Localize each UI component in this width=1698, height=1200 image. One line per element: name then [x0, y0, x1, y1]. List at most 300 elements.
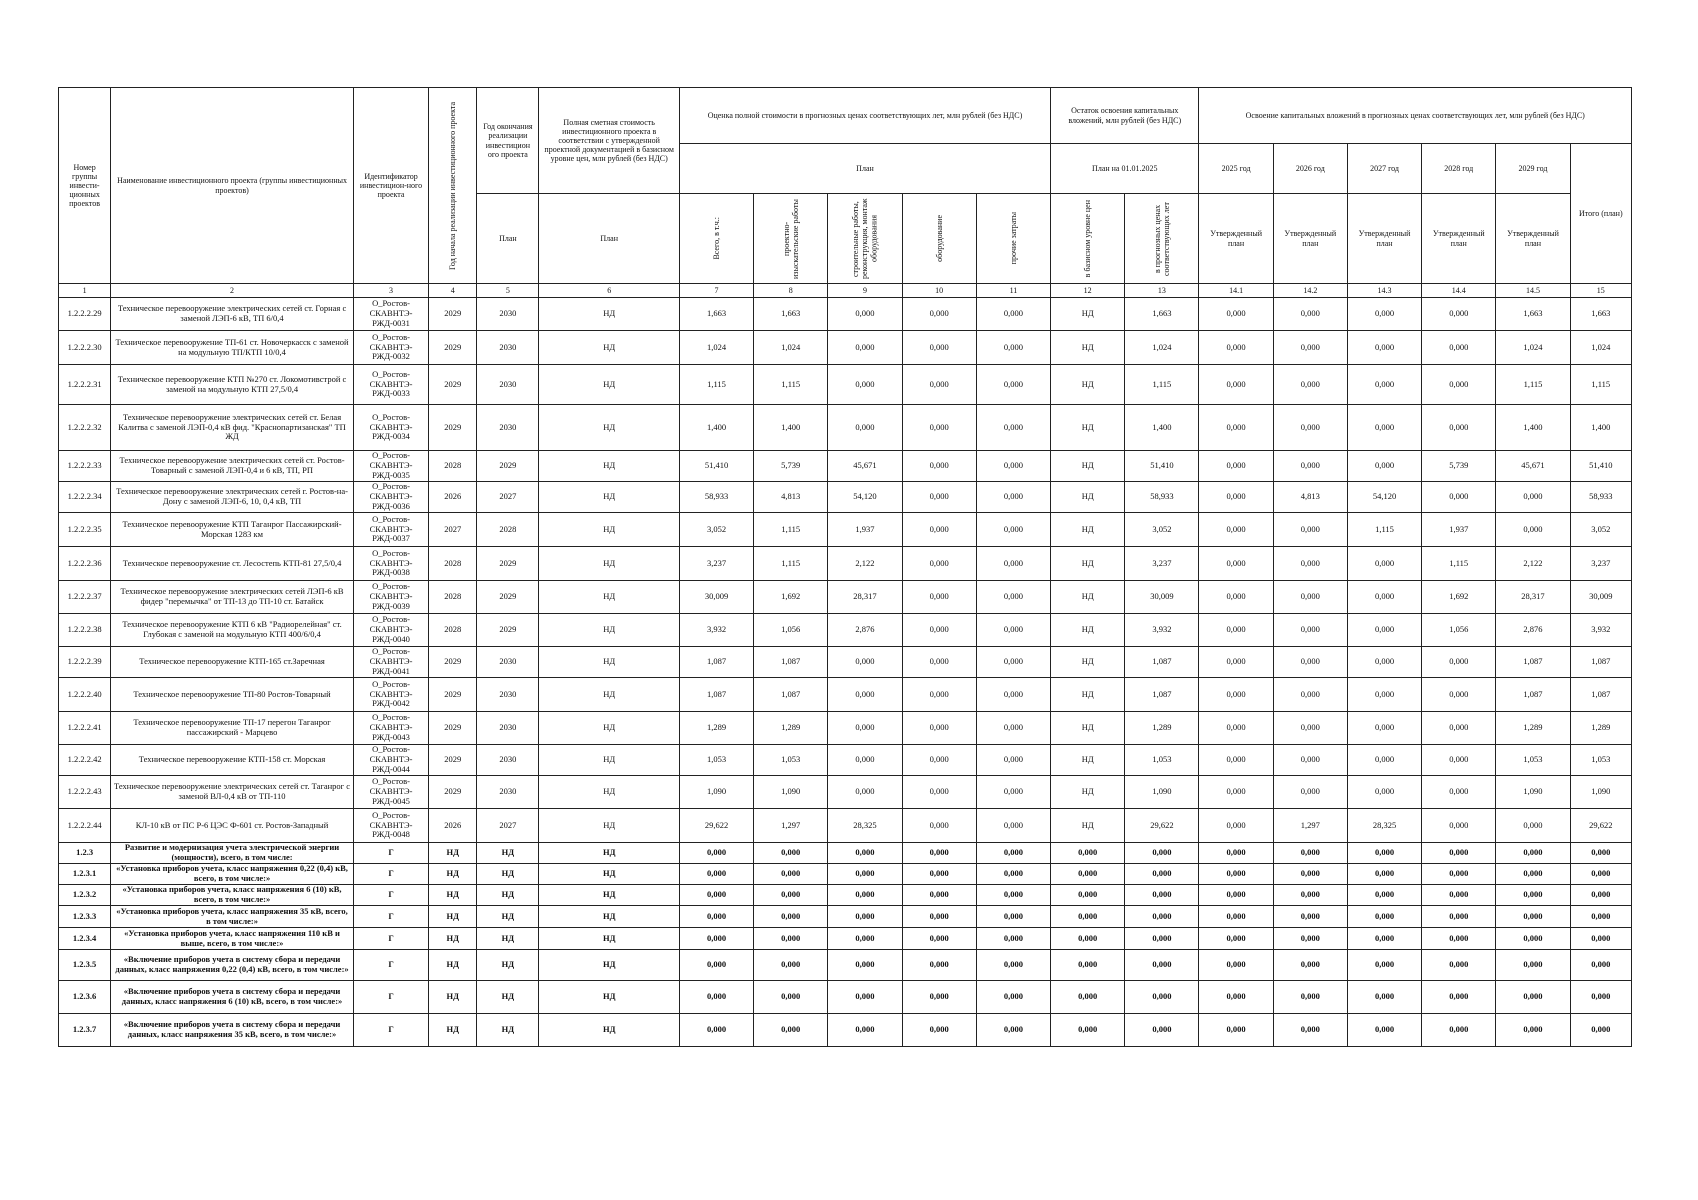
table-cell: 0,000 — [1496, 885, 1570, 906]
table-cell: 0,000 — [1273, 843, 1347, 864]
table-cell: 0,000 — [1422, 906, 1496, 928]
table-cell: 2028 — [429, 547, 477, 581]
table-cell: НД — [1051, 809, 1125, 843]
table-cell: 0,000 — [828, 885, 902, 906]
group-row — [59, 864, 1632, 885]
project-id: O_Ростов-СКАВНТЭ-РЖД-0037 — [353, 513, 428, 547]
table-cell: 0,000 — [828, 331, 902, 365]
table-cell: 3,932 — [1125, 614, 1199, 647]
table-cell: 0,000 — [1125, 981, 1199, 1014]
table-cell: НД — [477, 843, 539, 864]
table-cell: 2029 — [477, 451, 539, 482]
table-cell: НД — [429, 864, 477, 885]
group-row — [59, 928, 1632, 950]
column-number: 14.2 — [1273, 284, 1347, 298]
table-cell: 0,000 — [1125, 885, 1199, 906]
row-number: 1.2.2.2.37 — [59, 581, 111, 614]
table-cell: 2029 — [429, 365, 477, 405]
table-cell: 0,000 — [1125, 928, 1199, 950]
table-cell: 0,000 — [1347, 745, 1421, 776]
row-number: 1.2.2.2.38 — [59, 614, 111, 647]
table-cell: 0,000 — [1422, 776, 1496, 809]
project-name: Техническое перевооружение электрических сетей ст. Горная с заменой ЛЭП-6 кВ, ТП 6/0,4 — [111, 298, 354, 331]
table-cell: НД — [477, 981, 539, 1014]
header-design-works-text: проектно-изыскательские работы — [781, 198, 800, 279]
table-cell: НД — [539, 513, 679, 547]
header-project-id: Идентификатор инвестицион-ного проекта — [353, 88, 428, 284]
table-cell: 0,000 — [1422, 809, 1496, 843]
project-id: O_Ростов-СКАВНТЭ-РЖД-0038 — [353, 547, 428, 581]
table-cell: 0,000 — [1051, 843, 1125, 864]
table-cell: 0,000 — [1347, 906, 1421, 928]
table-cell: 0,000 — [902, 885, 976, 906]
table-cell: 29,622 — [679, 809, 753, 843]
group-number: 1.2.3.6 — [59, 981, 111, 1014]
table-cell: 2029 — [477, 614, 539, 647]
table-cell: 2029 — [429, 776, 477, 809]
table-cell: 2029 — [429, 712, 477, 745]
table-cell: 45,671 — [1496, 451, 1570, 482]
table-cell: 0,000 — [976, 581, 1050, 614]
header-total-incl-text: Всего, в т.ч.: — [711, 217, 721, 260]
table-cell: 2026 — [429, 809, 477, 843]
table-cell: 0,000 — [902, 981, 976, 1014]
table-cell: 0,000 — [1347, 405, 1421, 451]
table-cell: 0,000 — [1273, 298, 1347, 331]
table-cell: 0,000 — [1199, 712, 1273, 745]
project-id: O_Ростов-СКАВНТЭ-РЖД-0033 — [353, 365, 428, 405]
table-cell: 1,115 — [1422, 547, 1496, 581]
table-cell: 2030 — [477, 712, 539, 745]
table-row — [59, 614, 1632, 647]
table-cell: 0,000 — [1199, 864, 1273, 885]
project-id: O_Ростов-СКАВНТЭ-РЖД-0031 — [353, 298, 428, 331]
project-id: O_Ростов-СКАВНТЭ-РЖД-0048 — [353, 809, 428, 843]
table-cell: 0,000 — [902, 647, 976, 678]
table-cell: 2027 — [477, 809, 539, 843]
header-approved-2029: Утвержденный план — [1496, 194, 1570, 284]
group-number: 1.2.3.4 — [59, 928, 111, 950]
project-name: Техническое перевооружение электрических сетей ЛЭП-6 кВ фидер "перемычка" от ТП-13 до ТП-10 ст. Батайск — [111, 581, 354, 614]
table-row — [59, 712, 1632, 745]
column-number: 10 — [902, 284, 976, 298]
table-cell: Г — [353, 843, 428, 864]
row-number: 1.2.2.2.40 — [59, 678, 111, 712]
group-number: 1.2.3 — [59, 843, 111, 864]
table-cell: 0,000 — [1273, 885, 1347, 906]
table-cell: НД — [539, 482, 679, 513]
group-row — [59, 906, 1632, 928]
header-other-costs-text: прочие затраты — [1008, 212, 1018, 265]
row-number: 1.2.2.2.36 — [59, 547, 111, 581]
group-name: «Установка приборов учета, класс напряжения 35 кВ, всего, в том числе:» — [111, 906, 354, 928]
table-cell: 2,122 — [828, 547, 902, 581]
column-number: 6 — [539, 284, 679, 298]
table-cell: 5,739 — [1422, 451, 1496, 482]
project-name: Техническое перевооружение электрических сетей ст. Таганрог с заменой ВЛ-0,4 кВ от ТП-110 — [111, 776, 354, 809]
group-row — [59, 950, 1632, 981]
header-other-costs — [976, 194, 1050, 284]
table-cell: 0,000 — [1199, 482, 1273, 513]
table-cell: 1,289 — [679, 712, 753, 745]
table-cell: 0,000 — [1125, 1014, 1199, 1047]
table-cell: 2030 — [477, 745, 539, 776]
table-cell: 1,056 — [754, 614, 828, 647]
header-equipment — [902, 194, 976, 284]
table-cell: 0,000 — [902, 405, 976, 451]
table-cell: 2,876 — [828, 614, 902, 647]
column-number: 3 — [353, 284, 428, 298]
table-cell: НД — [477, 885, 539, 906]
table-cell: 0,000 — [1347, 885, 1421, 906]
header-construction — [828, 194, 902, 284]
header-design-works — [754, 194, 828, 284]
table-cell: 0,000 — [1422, 843, 1496, 864]
table-cell: 0,000 — [1422, 712, 1496, 745]
row-number: 1.2.2.2.39 — [59, 647, 111, 678]
table-cell: 0,000 — [828, 745, 902, 776]
table-cell: 0,000 — [1273, 678, 1347, 712]
table-cell: 0,000 — [1496, 482, 1570, 513]
column-number: 1 — [59, 284, 111, 298]
table-cell: 2030 — [477, 331, 539, 365]
column-number: 9 — [828, 284, 902, 298]
table-cell: НД — [539, 451, 679, 482]
table-cell: 0,000 — [1051, 950, 1125, 981]
table-cell: НД — [539, 928, 679, 950]
table-cell: 0,000 — [1273, 864, 1347, 885]
table-cell: 0,000 — [902, 513, 976, 547]
table-cell: 1,115 — [1570, 365, 1631, 405]
group-name: Развитие и модернизация учета электрической энергии (мощности), всего, в том числе: — [111, 843, 354, 864]
table-cell: 1,053 — [1496, 745, 1570, 776]
project-name: Техническое перевооружение электрических сетей г. Ростов-на-Дону с заменой ЛЭП-6, 10, 0,4 кВ, ТП — [111, 482, 354, 513]
table-cell: 0,000 — [1125, 950, 1199, 981]
header-approved-2027: Утвержденный план — [1347, 194, 1421, 284]
project-name: Техническое перевооружение ТП-17 перегон Таганрог пассажирский - Марцево — [111, 712, 354, 745]
table-cell: 0,000 — [1496, 928, 1570, 950]
table-cell: 1,289 — [1570, 712, 1631, 745]
project-id: O_Ростов-СКАВНТЭ-РЖД-0043 — [353, 712, 428, 745]
table-cell: 0,000 — [902, 712, 976, 745]
table-cell: 58,933 — [1125, 482, 1199, 513]
table-cell: 0,000 — [1199, 906, 1273, 928]
group-row — [59, 885, 1632, 906]
table-cell: 1,289 — [1496, 712, 1570, 745]
table-cell: 0,000 — [1422, 981, 1496, 1014]
table-cell: 0,000 — [828, 864, 902, 885]
table-row — [59, 451, 1632, 482]
table-cell: НД — [1051, 451, 1125, 482]
group-name: «Включение приборов учета в систему сбора и передачи данных, класс напряжения 0,22 (0,4) кВ, всего, в том числе:» — [111, 950, 354, 981]
table-cell: 0,000 — [679, 928, 753, 950]
table-cell: 0,000 — [1051, 864, 1125, 885]
table-cell: 0,000 — [976, 745, 1050, 776]
table-cell: 0,000 — [1273, 614, 1347, 647]
project-id: O_Ростов-СКАВНТЭ-РЖД-0040 — [353, 614, 428, 647]
table-cell: НД — [477, 928, 539, 950]
table-cell: 0,000 — [828, 906, 902, 928]
table-cell: 0,000 — [1347, 981, 1421, 1014]
header-total: Итого (план) — [1570, 144, 1631, 284]
table-cell: 0,000 — [1422, 745, 1496, 776]
table-cell: 0,000 — [1347, 614, 1421, 647]
header-year-2026: 2026 год — [1273, 144, 1347, 194]
table-cell: 0,000 — [976, 1014, 1050, 1047]
table-cell: 1,087 — [754, 678, 828, 712]
table-cell: 0,000 — [1199, 513, 1273, 547]
table-cell: 0,000 — [1422, 331, 1496, 365]
table-row — [59, 331, 1632, 365]
table-cell: 1,087 — [1570, 647, 1631, 678]
table-cell: 1,053 — [679, 745, 753, 776]
table-cell: 0,000 — [1199, 547, 1273, 581]
table-cell: 28,317 — [828, 581, 902, 614]
table-cell: НД — [1051, 581, 1125, 614]
table-cell: 0,000 — [976, 614, 1050, 647]
project-name: Техническое перевооружение КТП 6 кВ "Радиорелейная" ст. Глубокая с заменой на модульную КТП 400/6/0,4 — [111, 614, 354, 647]
table-cell: 1,024 — [1496, 331, 1570, 365]
table-cell: 0,000 — [1496, 950, 1570, 981]
table-cell: 0,000 — [1125, 864, 1199, 885]
table-cell: 0,000 — [1422, 1014, 1496, 1047]
group-number: 1.2.3.7 — [59, 1014, 111, 1047]
table-cell: НД — [539, 647, 679, 678]
table-cell: 0,000 — [754, 843, 828, 864]
table-cell: 2,876 — [1496, 614, 1570, 647]
table-cell: 45,671 — [828, 451, 902, 482]
table-cell: 0,000 — [976, 405, 1050, 451]
table-cell: 1,297 — [1273, 809, 1347, 843]
table-cell: 0,000 — [1199, 776, 1273, 809]
table-cell: 0,000 — [754, 981, 828, 1014]
table-cell: НД — [539, 712, 679, 745]
table-cell: 30,009 — [1570, 581, 1631, 614]
header-start-year-text: Год начала реализации инвестиционного проекта — [448, 101, 458, 270]
group-row — [59, 981, 1632, 1014]
table-cell: 0,000 — [902, 482, 976, 513]
table-cell: НД — [1051, 647, 1125, 678]
table-cell: 0,000 — [976, 776, 1050, 809]
table-cell: 0,000 — [1273, 331, 1347, 365]
column-number: 14.3 — [1347, 284, 1421, 298]
table-cell: НД — [477, 864, 539, 885]
table-cell: 0,000 — [1570, 928, 1631, 950]
table-cell: НД — [1051, 482, 1125, 513]
table-cell: 3,932 — [679, 614, 753, 647]
table-cell: 1,090 — [1570, 776, 1631, 809]
table-cell: 1,053 — [754, 745, 828, 776]
header-year-2027: 2027 год — [1347, 144, 1421, 194]
table-cell: 0,000 — [902, 331, 976, 365]
table-cell: 0,000 — [754, 906, 828, 928]
table-cell: 0,000 — [1273, 513, 1347, 547]
table-cell: 0,000 — [828, 365, 902, 405]
table-cell: 0,000 — [976, 678, 1050, 712]
table-cell: НД — [429, 885, 477, 906]
table-cell: 0,000 — [1347, 331, 1421, 365]
table-cell: 0,000 — [1273, 981, 1347, 1014]
table-cell: 2030 — [477, 776, 539, 809]
table-cell: Г — [353, 885, 428, 906]
header-start-year — [429, 88, 477, 284]
project-name: КЛ-10 кВ от ПС Р-6 ЦЭС Ф-601 ст. Ростов-Западный — [111, 809, 354, 843]
table-cell: 1,087 — [1496, 647, 1570, 678]
project-id: O_Ростов-СКАВНТЭ-РЖД-0036 — [353, 482, 428, 513]
table-cell: 0,000 — [976, 331, 1050, 365]
table-cell: НД — [429, 928, 477, 950]
table-cell: Г — [353, 981, 428, 1014]
table-cell: НД — [1051, 776, 1125, 809]
table-cell: Г — [353, 950, 428, 981]
table-cell: 29,622 — [1570, 809, 1631, 843]
table-cell: 0,000 — [902, 547, 976, 581]
table-cell: 0,000 — [1051, 928, 1125, 950]
table-cell: 1,692 — [754, 581, 828, 614]
table-cell: 2029 — [429, 678, 477, 712]
table-cell: 1,663 — [754, 298, 828, 331]
table-cell: 0,000 — [1199, 365, 1273, 405]
table-row — [59, 365, 1632, 405]
row-number: 1.2.2.2.31 — [59, 365, 111, 405]
group-name: «Включение приборов учета в систему сбора и передачи данных, класс напряжения 6 (10) кВ, всего, в том числе:» — [111, 981, 354, 1014]
column-number: 4 — [429, 284, 477, 298]
table-row — [59, 678, 1632, 712]
table-cell: 0,000 — [1273, 928, 1347, 950]
table-cell: 1,053 — [1125, 745, 1199, 776]
table-cell: 0,000 — [1199, 950, 1273, 981]
table-cell: 0,000 — [1347, 1014, 1421, 1047]
table-cell: 0,000 — [828, 298, 902, 331]
table-cell: 0,000 — [1570, 1014, 1631, 1047]
table-cell: 0,000 — [828, 678, 902, 712]
table-cell: 1,087 — [754, 647, 828, 678]
header-forecast-prices-text: в прогнозных ценах соответствующих лет — [1152, 201, 1171, 276]
table-cell: Г — [353, 1014, 428, 1047]
table-cell: 4,813 — [754, 482, 828, 513]
project-id: O_Ростов-СКАВНТЭ-РЖД-0042 — [353, 678, 428, 712]
table-cell: 0,000 — [1199, 678, 1273, 712]
table-cell: 2028 — [429, 451, 477, 482]
table-cell: 0,000 — [976, 950, 1050, 981]
table-cell: 0,000 — [976, 712, 1050, 745]
table-cell: НД — [539, 809, 679, 843]
table-cell: 0,000 — [828, 405, 902, 451]
table-cell: 1,115 — [1125, 365, 1199, 405]
table-cell: 0,000 — [1496, 981, 1570, 1014]
group-name: «Установка приборов учета, класс напряжения 110 кВ и выше, всего, в том числе:» — [111, 928, 354, 950]
table-cell: 5,739 — [754, 451, 828, 482]
table-cell: 28,325 — [1347, 809, 1421, 843]
group-name: «Установка приборов учета, класс напряжения 6 (10) кВ, всего, в том числе:» — [111, 885, 354, 906]
table-cell: 4,813 — [1273, 482, 1347, 513]
table-cell: 0,000 — [1199, 451, 1273, 482]
table-cell: 2029 — [429, 745, 477, 776]
table-cell: 0,000 — [754, 1014, 828, 1047]
table-cell: 1,937 — [828, 513, 902, 547]
table-cell: 1,663 — [1125, 298, 1199, 331]
project-id: O_Ростов-СКАВНТЭ-РЖД-0045 — [353, 776, 428, 809]
table-cell: 2,122 — [1496, 547, 1570, 581]
table-cell: 0,000 — [1199, 928, 1273, 950]
table-cell: 2028 — [429, 614, 477, 647]
table-cell: 1,297 — [754, 809, 828, 843]
table-cell: 0,000 — [1570, 906, 1631, 928]
header-year-2028: 2028 год — [1422, 144, 1496, 194]
table-cell: 1,663 — [1570, 298, 1631, 331]
table-cell: 58,933 — [679, 482, 753, 513]
table-cell: НД — [1051, 678, 1125, 712]
table-cell: 30,009 — [1125, 581, 1199, 614]
table-cell: 0,000 — [1347, 581, 1421, 614]
table-row — [59, 298, 1632, 331]
header-approved-2026: Утвержденный план — [1273, 194, 1347, 284]
project-name: Техническое перевооружение ТП-61 ст. Новочеркасск с заменой на модульную ТП/КТП 10/0,4 — [111, 331, 354, 365]
table-cell: НД — [477, 1014, 539, 1047]
header-forecast-prices — [1125, 194, 1199, 284]
column-number: 5 — [477, 284, 539, 298]
table-cell: 0,000 — [1570, 864, 1631, 885]
table-cell: 0,000 — [902, 928, 976, 950]
table-cell: 0,000 — [828, 928, 902, 950]
table-cell: НД — [1051, 614, 1125, 647]
table-cell: 1,056 — [1422, 614, 1496, 647]
column-number: 14.1 — [1199, 284, 1273, 298]
row-number: 1.2.2.2.32 — [59, 405, 111, 451]
table-cell: 0,000 — [1199, 981, 1273, 1014]
table-cell: 0,000 — [1570, 981, 1631, 1014]
table-cell: 0,000 — [1051, 1014, 1125, 1047]
table-cell: 3,052 — [1125, 513, 1199, 547]
table-cell: 51,410 — [679, 451, 753, 482]
table-cell: 0,000 — [754, 950, 828, 981]
table-cell: 0,000 — [828, 950, 902, 981]
table-cell: НД — [477, 950, 539, 981]
row-number: 1.2.2.2.34 — [59, 482, 111, 513]
table-cell: 1,024 — [679, 331, 753, 365]
table-cell: 2030 — [477, 405, 539, 451]
table-cell: 1,087 — [1125, 647, 1199, 678]
table-cell: 2029 — [429, 647, 477, 678]
table-cell: Г — [353, 928, 428, 950]
table-cell: 0,000 — [1199, 745, 1273, 776]
column-numbers-row — [59, 284, 1632, 298]
table-cell: НД — [539, 365, 679, 405]
row-number: 1.2.2.2.41 — [59, 712, 111, 745]
group-row — [59, 1014, 1632, 1047]
table-cell: 2027 — [429, 513, 477, 547]
table-cell: 1,400 — [679, 405, 753, 451]
table-cell: Г — [353, 906, 428, 928]
table-cell: 0,000 — [1273, 776, 1347, 809]
table-cell: 0,000 — [902, 1014, 976, 1047]
table-cell: НД — [539, 864, 679, 885]
table-cell: 0,000 — [1496, 843, 1570, 864]
table-cell: 1,663 — [679, 298, 753, 331]
table-cell: НД — [1051, 365, 1125, 405]
table-cell: 1,115 — [1347, 513, 1421, 547]
table-cell: 1,090 — [679, 776, 753, 809]
table-cell: 1,400 — [1496, 405, 1570, 451]
header-total-incl — [679, 194, 753, 284]
project-name: Техническое перевооружение КТП-165 ст.Заречная — [111, 647, 354, 678]
header-approved-2028: Утвержденный план — [1422, 194, 1496, 284]
table-cell: НД — [539, 678, 679, 712]
table-cell: 0,000 — [679, 950, 753, 981]
table-cell: 0,000 — [902, 365, 976, 405]
column-number: 15 — [1570, 284, 1631, 298]
table-cell: 0,000 — [1199, 809, 1273, 843]
